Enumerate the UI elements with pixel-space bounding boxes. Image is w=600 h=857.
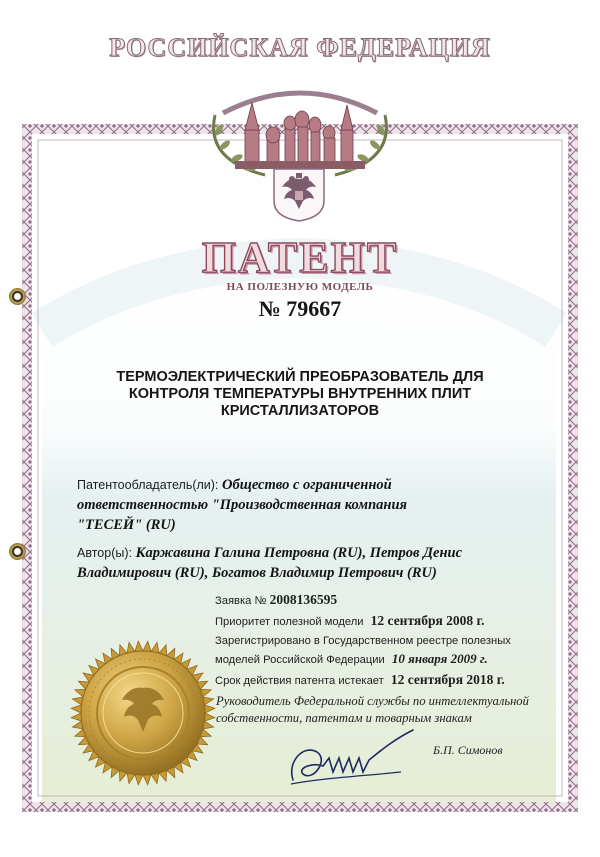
binder-hole-icon bbox=[9, 288, 26, 305]
country-title: РОССИЙСКАЯ ФЕДЕРАЦИЯ bbox=[109, 33, 491, 62]
invention-title-line: ТЕРМОЭЛЕКТРИЧЕСКИЙ ПРЕОБРАЗОВАТЕЛЬ ДЛЯ bbox=[116, 369, 484, 385]
priority-date: 12 сентября 2008 г. bbox=[370, 613, 485, 628]
registered-line: Зарегистрировано в Государственном реестре полезных bbox=[215, 635, 511, 647]
binder-hole-icon bbox=[9, 543, 26, 560]
invention-title-line: КРИСТАЛЛИЗАТОРОВ bbox=[220, 403, 380, 419]
signature-icon bbox=[283, 722, 423, 794]
registration-details bbox=[215, 591, 545, 690]
registered-line: моделей Российской Федерации bbox=[215, 654, 385, 666]
registered-date: 10 января 2009 г. bbox=[391, 651, 488, 666]
expiry-label: Срок действия патента истекает bbox=[215, 675, 384, 687]
double-headed-eagle-icon bbox=[270, 165, 328, 223]
service-head-line: собственности, патентам и товарным знакам bbox=[216, 711, 472, 725]
invention-title bbox=[70, 369, 530, 420]
document-subtitle: НА ПОЛЕЗНУЮ МОДЕЛЬ bbox=[226, 281, 374, 293]
expiry-date: 12 сентября 2018 г. bbox=[390, 672, 505, 687]
authors-value: Каржавина Галина Петровна (RU), Петров Денис bbox=[135, 545, 463, 561]
holder-value: Общество с ограниченной bbox=[222, 477, 392, 493]
priority-label: Приоритет полезной модели bbox=[215, 616, 364, 628]
application-number: 2008136595 bbox=[269, 592, 338, 607]
patent-holder bbox=[77, 475, 507, 535]
patent-number: № 79667 bbox=[258, 296, 342, 321]
service-head-line: Руководитель Федеральной службы по интеллектуальной bbox=[216, 694, 529, 708]
authors bbox=[77, 543, 517, 583]
authors-label: Автор(ы): bbox=[77, 546, 132, 560]
holder-value: ответственностью "Производственная компания bbox=[77, 497, 408, 513]
signer-name: Б.П. Симонов bbox=[433, 743, 503, 757]
authors-value: Владимирович (RU), Богатов Владимир Петрович (RU) bbox=[77, 565, 437, 581]
invention-title-line: КОНТРОЛЯ ТЕМПЕРАТУРЫ ВНУТРЕННИХ ПЛИТ bbox=[128, 386, 472, 402]
holder-value: "ТЕСЕЙ" (RU) bbox=[77, 517, 176, 533]
application-label: Заявка № bbox=[215, 595, 267, 607]
holder-label: Патентообладатель(ли): bbox=[77, 478, 219, 492]
document-type-title: ПАТЕНТ bbox=[201, 233, 399, 282]
gold-seal-icon bbox=[68, 638, 218, 788]
